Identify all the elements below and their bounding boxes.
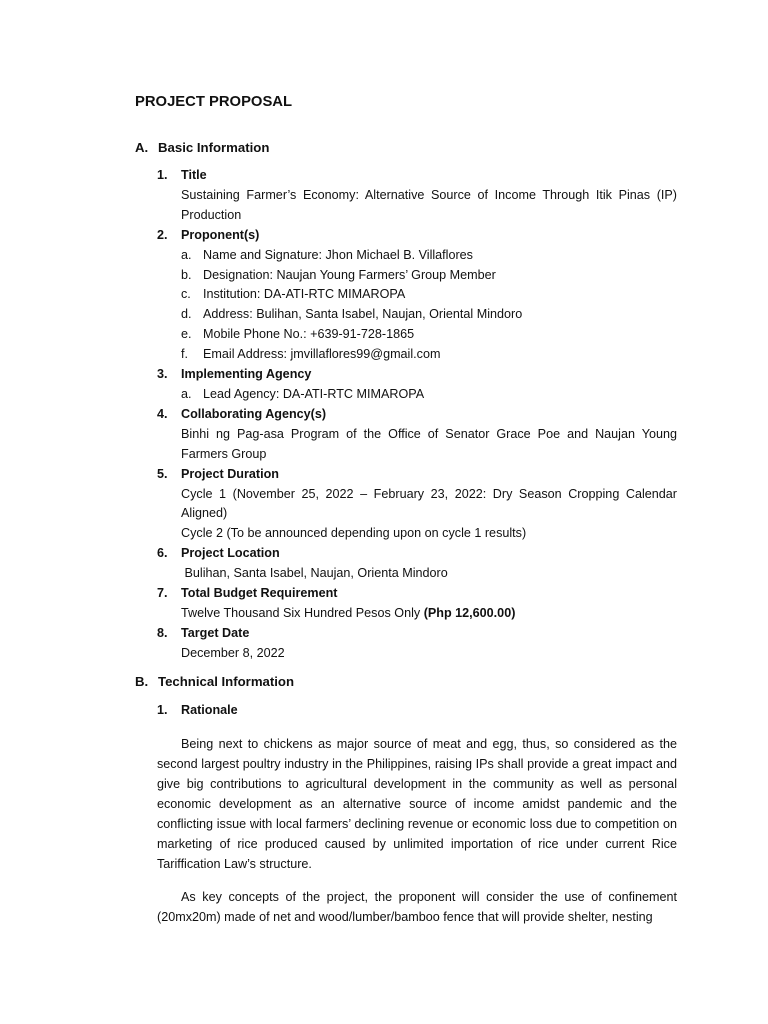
duration-cycle-1: Cycle 1 (November 25, 2022 – February 23, 2022: Dry Season Cropping Calendar Aligned) xyxy=(181,486,677,521)
lead-agency xyxy=(181,385,677,405)
basic-information-list xyxy=(157,166,677,664)
budget-text: Twelve Thousand Six Hundred Pesos Only xyxy=(181,605,424,620)
item-heading: Collaborating Agency(s) xyxy=(181,406,327,421)
sub-text: Name and Signature: Jhon Michael B. Villaflores xyxy=(203,247,473,262)
sub-letter: f. xyxy=(181,347,188,362)
collaborating-agency-text: Binhi ng Pag-asa Program of the Office of Senator Grace Poe and Naujan Young Farmers Group xyxy=(181,426,677,461)
section-a-label: Basic Information xyxy=(158,140,270,155)
item-heading: Project Duration xyxy=(181,466,279,481)
rationale-number: 1. xyxy=(157,703,168,717)
sub-text: Address: Bulihan, Santa Isabel, Naujan, Oriental Mindoro xyxy=(203,307,523,322)
sub-letter: b. xyxy=(181,267,192,282)
sub-text: Mobile Phone No.: +639-91-728-1865 xyxy=(203,327,415,342)
section-a-heading xyxy=(135,140,269,155)
item-heading: Implementing Agency xyxy=(181,367,312,382)
proponent-email xyxy=(181,345,677,365)
item-heading: Total Budget Requirement xyxy=(181,586,338,601)
item-total-budget xyxy=(157,584,677,624)
item-number: 3. xyxy=(157,367,168,382)
item-heading: Target Date xyxy=(181,625,250,640)
sub-text: Email Address: jmvillaflores99@gmail.com xyxy=(203,347,441,362)
section-b-label: Technical Information xyxy=(158,674,295,689)
rationale-paragraph-2: As key concepts of the project, the proponent will consider the use of confinement (20mx20m) made of net and wood/lumber/bamboo fence that will provide shelter, nesting xyxy=(157,890,677,924)
rationale-heading xyxy=(157,700,238,720)
sub-letter: e. xyxy=(181,327,192,342)
location-text: Bulihan, Santa Isabel, Naujan, Orienta Mindoro xyxy=(181,566,448,581)
target-date-text: December 8, 2022 xyxy=(181,645,285,660)
duration-cycle-2: Cycle 2 (To be announced depending upon on cycle 1 results) xyxy=(181,526,527,541)
budget-line xyxy=(181,604,677,624)
item-heading: Proponent(s) xyxy=(181,227,260,242)
project-title-text: Sustaining Farmer’s Economy: Alternative Source of Income Through Itik Pinas (IP) Production xyxy=(181,187,677,222)
section-b-marker: B. xyxy=(135,674,149,689)
section-b-heading xyxy=(135,674,294,689)
item-target-date xyxy=(157,624,677,664)
item-implementing-agency xyxy=(157,365,677,405)
proponent-institution xyxy=(181,285,677,305)
proponent-name xyxy=(181,246,677,266)
sub-letter: a. xyxy=(181,247,192,262)
proponent-mobile xyxy=(181,325,677,345)
item-number: 1. xyxy=(157,168,168,182)
item-number: 2. xyxy=(157,227,168,242)
document-title: PROJECT PROPOSAL xyxy=(135,94,293,110)
item-number: 4. xyxy=(157,406,168,421)
section-a-marker: A. xyxy=(135,140,149,155)
sub-letter: c. xyxy=(181,287,191,302)
item-proponents xyxy=(157,226,677,365)
sub-text: Institution: DA-ATI-RTC MIMAROPA xyxy=(203,287,406,302)
item-number: 8. xyxy=(157,625,168,640)
proponent-designation xyxy=(181,266,677,286)
item-number: 6. xyxy=(157,546,168,561)
item-project-duration xyxy=(157,465,677,545)
item-heading: Project Location xyxy=(181,546,280,561)
sub-text: Designation: Naujan Young Farmers’ Group Member xyxy=(203,267,496,282)
item-heading: Title xyxy=(181,168,207,182)
budget-amount: (Php 12,600.00) xyxy=(423,605,516,620)
item-title xyxy=(157,166,677,226)
item-project-location xyxy=(157,544,677,584)
proponent-address xyxy=(181,305,677,325)
sub-letter: a. xyxy=(181,386,192,401)
sub-text: Lead Agency: DA-ATI-RTC MIMAROPA xyxy=(203,386,425,401)
item-collaborating-agency xyxy=(157,405,677,465)
sub-letter: d. xyxy=(181,307,192,322)
item-number: 5. xyxy=(157,466,168,481)
rationale-paragraph-1: Being next to chickens as major source of meat and egg, thus, so considered as the second largest poultry industry in the Philippines, raising IPs shall provide a great impact and give big contributions to agricultural development in the community as well as personal economic development as an alternative source of income amidst pandemic and the conflicting issue with local farmers’ declining revenue or economic loss due to competition on marketing of rice produced caused by unlimited importation of rice under current Rice Tariffication Law’s structure. xyxy=(157,737,677,871)
item-number: 7. xyxy=(157,586,168,601)
rationale-label: Rationale xyxy=(181,703,238,717)
